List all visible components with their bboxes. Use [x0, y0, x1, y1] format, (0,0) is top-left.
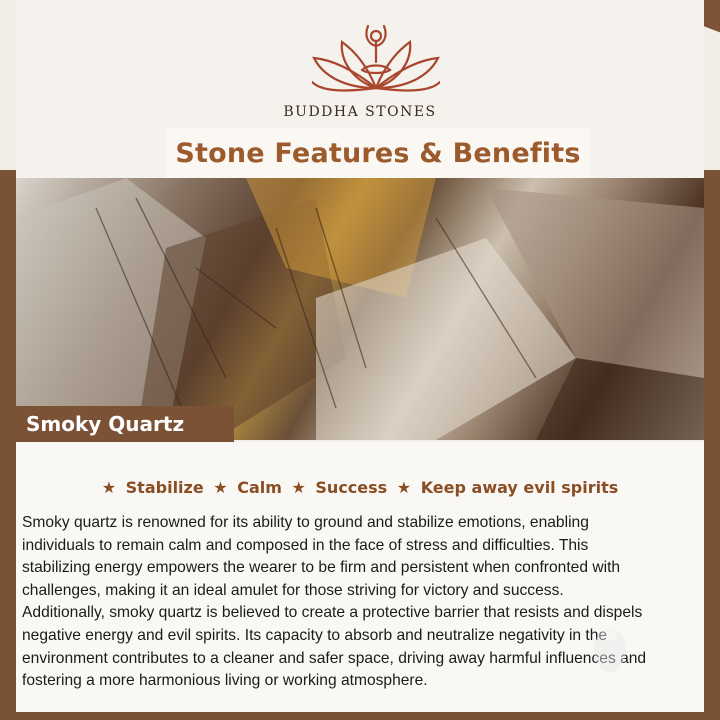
star-icon: ★ [396, 478, 412, 497]
lotus-meditation-icon [312, 18, 440, 98]
description-line: fostering a more harmonious living or working atmosphere. [22, 672, 428, 690]
frame-left [0, 170, 16, 720]
title-box [166, 128, 590, 178]
benefit-item: Keep away evil spirits [420, 478, 619, 497]
brand-name: BUDDHA STONES [283, 104, 437, 120]
stone-name-tag [16, 406, 234, 442]
description-line: Smoky quartz is renowned for its ability to ground and stabilize emotions, enabling [22, 514, 589, 531]
benefit-item: Success [315, 478, 388, 497]
description-line: environment contributes to a cleaner and safer space, driving away harmful influences and [22, 649, 647, 667]
benefit-item: Calm [237, 478, 282, 497]
star-icon: ★ [101, 478, 117, 497]
brand-logo [312, 18, 440, 98]
crystal-texture-image [16, 178, 704, 440]
buddha-watermark-icon [520, 620, 700, 680]
description-line: negative energy and evil spirits. Its capacity to absorb and neutralize negativity in the [22, 626, 608, 644]
benefit-item: Stabilize [125, 478, 204, 497]
bottom-bar [0, 712, 720, 720]
header-panel [16, 0, 704, 178]
benefits-row [16, 478, 704, 497]
description-line: challenges, making it an ideal amulet for those striving for victory and success. [22, 581, 564, 599]
star-icon: ★ [291, 478, 306, 497]
watermark-logo [520, 620, 700, 700]
page-title: Stone Features & Benefits [175, 137, 581, 169]
star-icon: ★ [213, 478, 228, 497]
description-line: individuals to remain calm and composed in the face of stress and difficulties. This [22, 536, 589, 554]
description-line: Additionally, smoky quartz is believed to create a protective barrier that resists and dispels [22, 604, 643, 622]
stone-photo [16, 178, 704, 440]
stone-name: Smoky Quartz [26, 412, 185, 436]
description-line: stabilizing energy empowers the wearer to be firm and persistent when confronted with [22, 559, 621, 577]
